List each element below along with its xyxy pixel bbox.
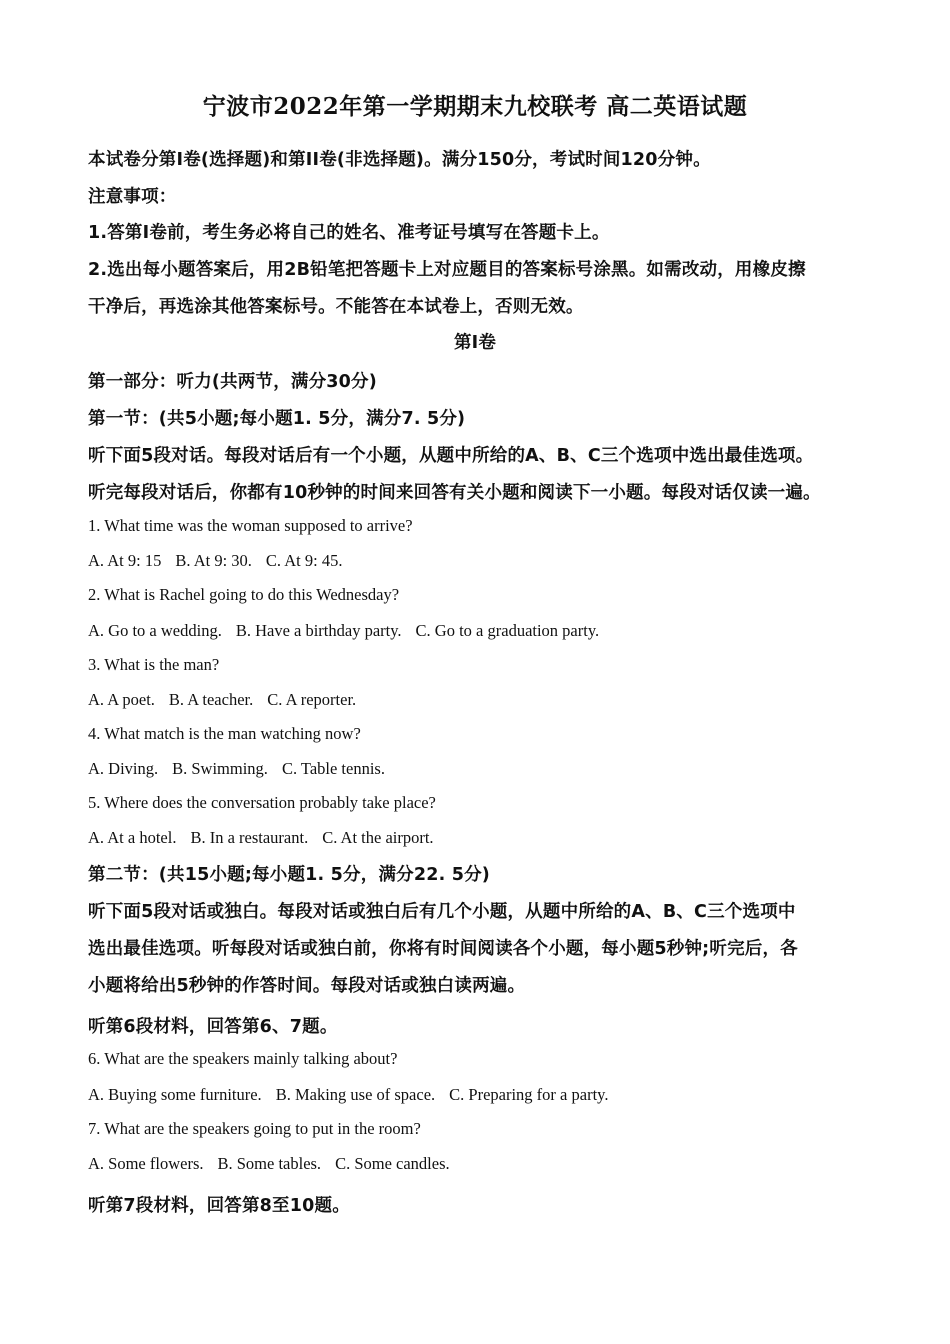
option-b: B. Swimming.	[172, 759, 268, 778]
section1-instructions-line-2: 听完每段对话后，你都有10秒钟的时间来回答有关小题和阅读下一小题。每段对话仅读一遍。	[88, 483, 821, 503]
question-2: 2. What is Rachel going to do this Wednesday?	[88, 585, 400, 604]
notice-heading: 注意事项：	[88, 187, 177, 207]
question-5-options	[88, 828, 434, 848]
option-c: C. Go to a graduation party.	[415, 621, 600, 640]
notice-item-2-line-1: 2.选出每小题答案后，用2B铅笔把答题卡上对应题目的答案标号涂黑。如需改动，用橡皮擦	[88, 260, 806, 280]
section1-instructions-line-1: 听下面5段对话。每段对话后有一个小题，从题中所给的A、B、C三个选项中选出最佳选项。	[88, 446, 814, 466]
part1-heading: 第一部分：听力(共两节，满分30分)	[88, 372, 377, 392]
question-5: 5. Where does the conversation probably take place?	[88, 793, 436, 812]
option-a: A. A poet.	[88, 690, 155, 709]
option-b: B. Some tables.	[217, 1154, 322, 1173]
question-1-options	[88, 551, 342, 571]
question-2-options	[88, 621, 599, 641]
option-c: C. A reporter.	[267, 690, 357, 709]
option-c: C. At the airport.	[322, 828, 434, 847]
section1-heading: 第一节：(共5小题;每小题1. 5分，满分7. 5分)	[88, 409, 466, 429]
volume-label: 第I卷	[453, 333, 497, 353]
option-a: A. Go to a wedding.	[88, 621, 222, 640]
option-c: C. Preparing for a party.	[449, 1085, 609, 1104]
option-a: A. Some flowers.	[88, 1154, 204, 1173]
option-b: B. A teacher.	[168, 690, 254, 709]
option-a: A. At 9: 15	[88, 551, 162, 570]
question-4: 4. What match is the man watching now?	[88, 724, 361, 743]
question-7: 7. What are the speakers going to put in the room?	[88, 1119, 421, 1138]
option-b: B. At 9: 30.	[175, 551, 252, 570]
option-a: A. Diving.	[88, 759, 159, 778]
question-3: 3. What is the man?	[88, 655, 220, 674]
option-b: B. Have a birthday party.	[235, 621, 402, 640]
option-c: C. At 9: 45.	[265, 551, 343, 570]
option-c: C. Table tennis.	[281, 759, 385, 778]
section2-instructions-line-1: 听下面5段对话或独白。每段对话或独白后有几个小题，从题中所给的A、B、C三个选项中	[88, 902, 796, 922]
section2-instructions-line-3: 小题将给出5秒钟的作答时间。每段对话或独白读两遍。	[88, 976, 526, 996]
option-b: B. In a restaurant.	[190, 828, 309, 847]
question-1: 1. What time was the woman supposed to arrive?	[88, 516, 413, 535]
question-6: 6. What are the speakers mainly talking about?	[88, 1049, 398, 1068]
question-7-options	[88, 1154, 450, 1174]
option-b: B. Making use of space.	[275, 1085, 436, 1104]
exam-title: 宁波市2022年第一学期期末九校联考 高二英语试题	[202, 93, 748, 120]
option-a: A. Buying some furniture.	[88, 1085, 262, 1104]
question-3-options	[88, 690, 356, 710]
option-c: C. Some candles.	[335, 1154, 450, 1173]
notice-item-2-line-2: 干净后，再选涂其他答案标号。不能答在本试卷上，否则无效。	[88, 297, 584, 317]
section2-heading: 第二节：(共15小题;每小题1. 5分，满分22. 5分)	[88, 865, 491, 885]
question-4-options	[88, 759, 385, 779]
notice-item-1: 1.答第I卷前，考生务必将自己的姓名、准考证号填写在答题卡上。	[88, 223, 610, 243]
material-7-heading: 听第7段材料，回答第8至10题。	[88, 1196, 350, 1216]
exam-intro: 本试卷分第I卷(选择题)和第II卷(非选择题)。满分150分，考试时间120分钟。	[88, 150, 711, 170]
material-6-heading: 听第6段材料，回答第6、7题。	[88, 1017, 338, 1037]
question-6-options	[88, 1085, 608, 1105]
section2-instructions-line-2: 选出最佳选项。听每段对话或独白前，你将有时间阅读各个小题，每小题5秒钟;听完后，各	[88, 939, 798, 959]
option-a: A. At a hotel.	[88, 828, 177, 847]
